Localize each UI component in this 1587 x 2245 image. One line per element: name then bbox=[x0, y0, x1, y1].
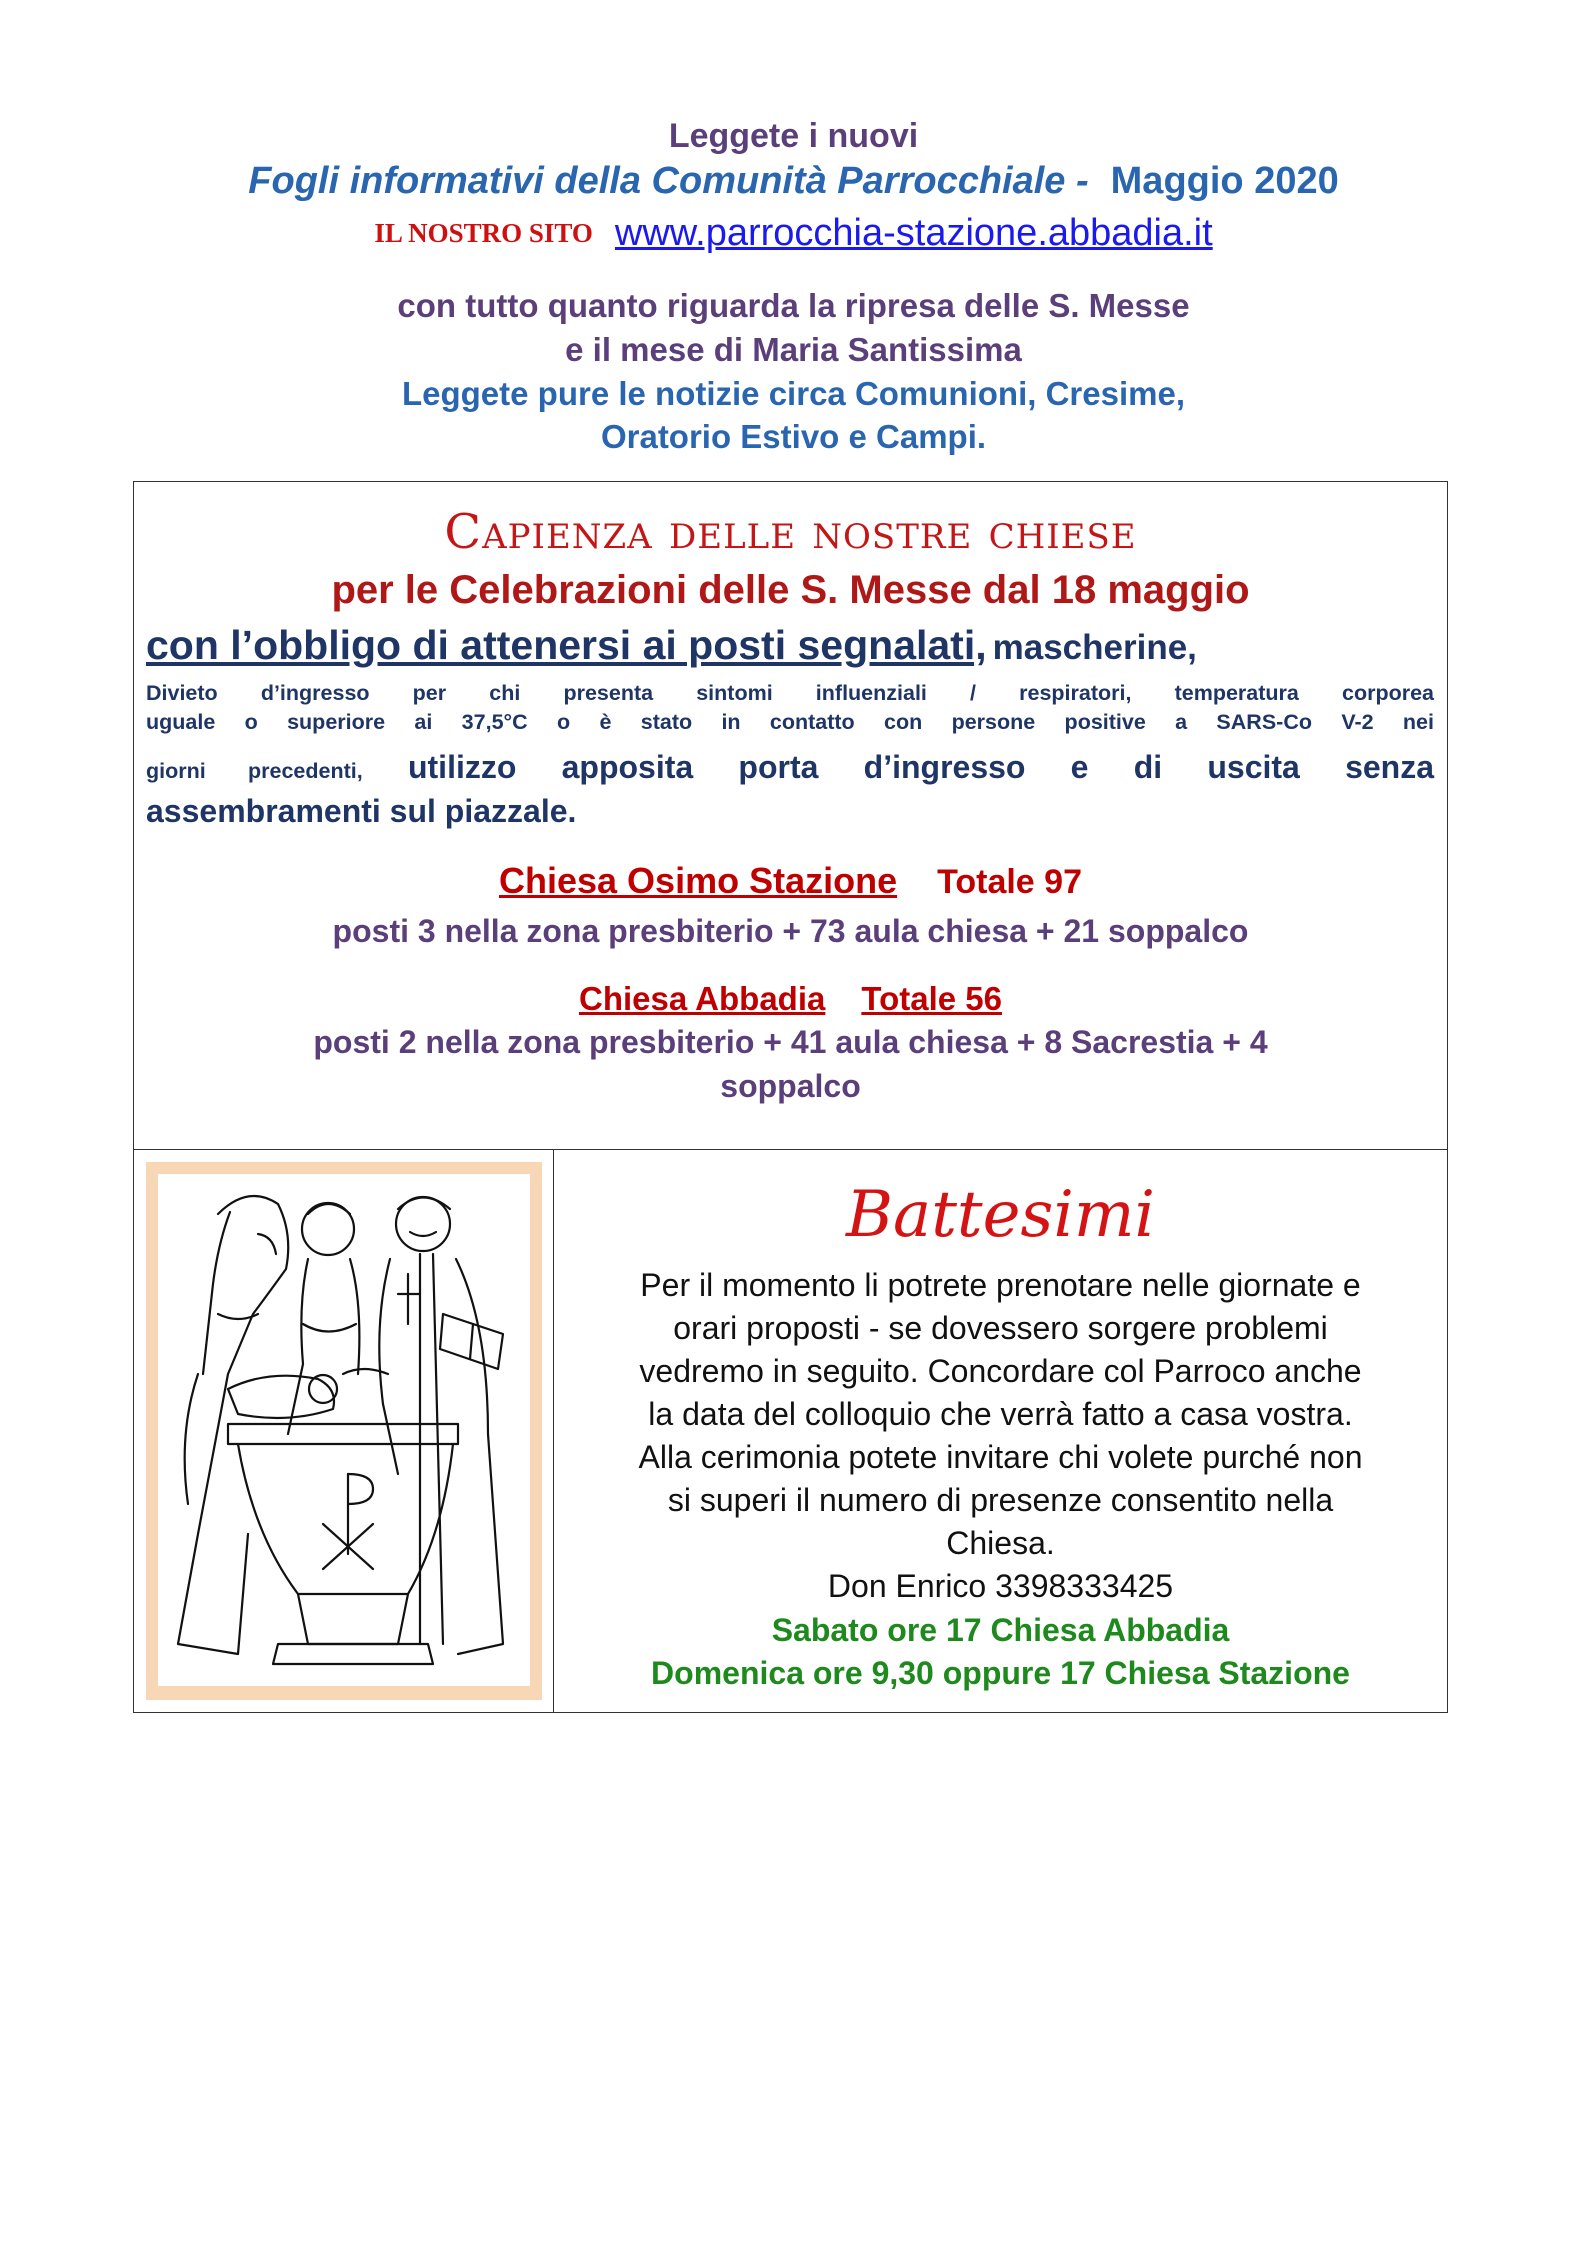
battesimi-line-2: orari proposti - se dovessero sorgere problemi bbox=[673, 1310, 1328, 1346]
rule-tail: mascherine, bbox=[992, 628, 1197, 667]
church-1-total: Totale 97 bbox=[937, 863, 1082, 901]
header-fogli-title bbox=[0, 160, 1587, 203]
month-label: Maggio 2020 bbox=[1110, 160, 1339, 202]
fogli-title-text: Fogli informativi della Comunità Parrocchiale - bbox=[248, 160, 1089, 202]
church-2-name: Chiesa Abbadia bbox=[579, 980, 826, 1017]
battesimi-line-4: la data del colloquio che verrà fatto a casa vostra. bbox=[648, 1396, 1353, 1432]
rule-line-2: uguale o superiore ai 37,5°C o è stato in contatto con persone positive a SARS-Co V-2 nei bbox=[146, 710, 1434, 734]
rule-line-4: assembramenti sul piazzale. bbox=[146, 793, 577, 829]
site-label: IL NOSTRO SITO bbox=[374, 218, 593, 248]
rule-line-1: Divieto d’ingresso per chi presenta sintomi influenziali / respiratori, temperatura corporea bbox=[146, 681, 1434, 705]
rule-line-3 bbox=[146, 749, 1434, 786]
church-1-title bbox=[134, 860, 1447, 902]
header-line-3: Leggete pure le notizie circa Comunioni, Cresime, bbox=[401, 375, 1185, 412]
battesimi-line-5: Alla cerimonia potete invitare chi volete purché non bbox=[638, 1439, 1363, 1475]
church-1-name: Chiesa Osimo Stazione bbox=[499, 860, 898, 901]
site-url-link[interactable]: www.parrocchia-stazione.abbadia.it bbox=[614, 212, 1213, 254]
church-2-total: Totale 56 bbox=[861, 980, 1002, 1017]
battesimi-box bbox=[133, 1149, 1448, 1713]
battesimi-schedule-sunday: Domenica ore 9,30 oppure 17 Chiesa Stazione bbox=[651, 1655, 1350, 1691]
header-line-2: e il mese di Maria Santissima bbox=[565, 331, 1022, 368]
rule-line-3-small: giorni precedenti, bbox=[146, 759, 363, 783]
church-2-title bbox=[134, 980, 1447, 1018]
header-site bbox=[0, 212, 1587, 255]
battesimi-line-1: Per il momento li potrete prenotare nelle giornate e bbox=[640, 1267, 1361, 1303]
capienza-subtitle: per le Celebrazioni delle S. Messe dal 18 maggio bbox=[331, 568, 1250, 612]
rule-underlined: con l’obbligo di attenersi ai posti segnalati, bbox=[146, 622, 987, 668]
header-line-1: con tutto quanto riguarda la ripresa delle S. Messe bbox=[397, 287, 1190, 324]
capienza-box bbox=[133, 481, 1448, 1150]
baptism-illustration-icon bbox=[158, 1174, 530, 1686]
illustration-frame bbox=[146, 1162, 542, 1700]
battesimi-line-3: vedremo in seguito. Concordare col Parroco anche bbox=[639, 1353, 1362, 1389]
capienza-title: Capienza delle nostre chiese bbox=[444, 504, 1137, 560]
church-2-posti-line-2: soppalco bbox=[720, 1068, 861, 1104]
church-1-posti: posti 3 nella zona presbiterio + 73 aula chiesa + 21 soppalco bbox=[332, 913, 1249, 949]
battesimi-line-7: Chiesa. bbox=[946, 1525, 1055, 1561]
header-line-4: Oratorio Estivo e Campi. bbox=[600, 418, 987, 455]
church-2-posti-line-1: posti 2 nella zona presbiterio + 41 aula chiesa + 8 Sacrestia + 4 bbox=[313, 1024, 1268, 1060]
battesimi-line-6: si superi il numero di presenze consentito nella bbox=[667, 1482, 1334, 1518]
capienza-rule bbox=[146, 622, 1197, 669]
battesimi-contact: Don Enrico 3398333425 bbox=[827, 1568, 1174, 1604]
header-read-new: Leggete i nuovi bbox=[668, 117, 919, 155]
rule-line-3-big: utilizzo apposita porta d’ingresso e di uscita senza bbox=[407, 749, 1435, 785]
battesimi-title: Battesimi bbox=[846, 1178, 1155, 1252]
battesimi-schedule-saturday: Sabato ore 17 Chiesa Abbadia bbox=[771, 1612, 1230, 1648]
